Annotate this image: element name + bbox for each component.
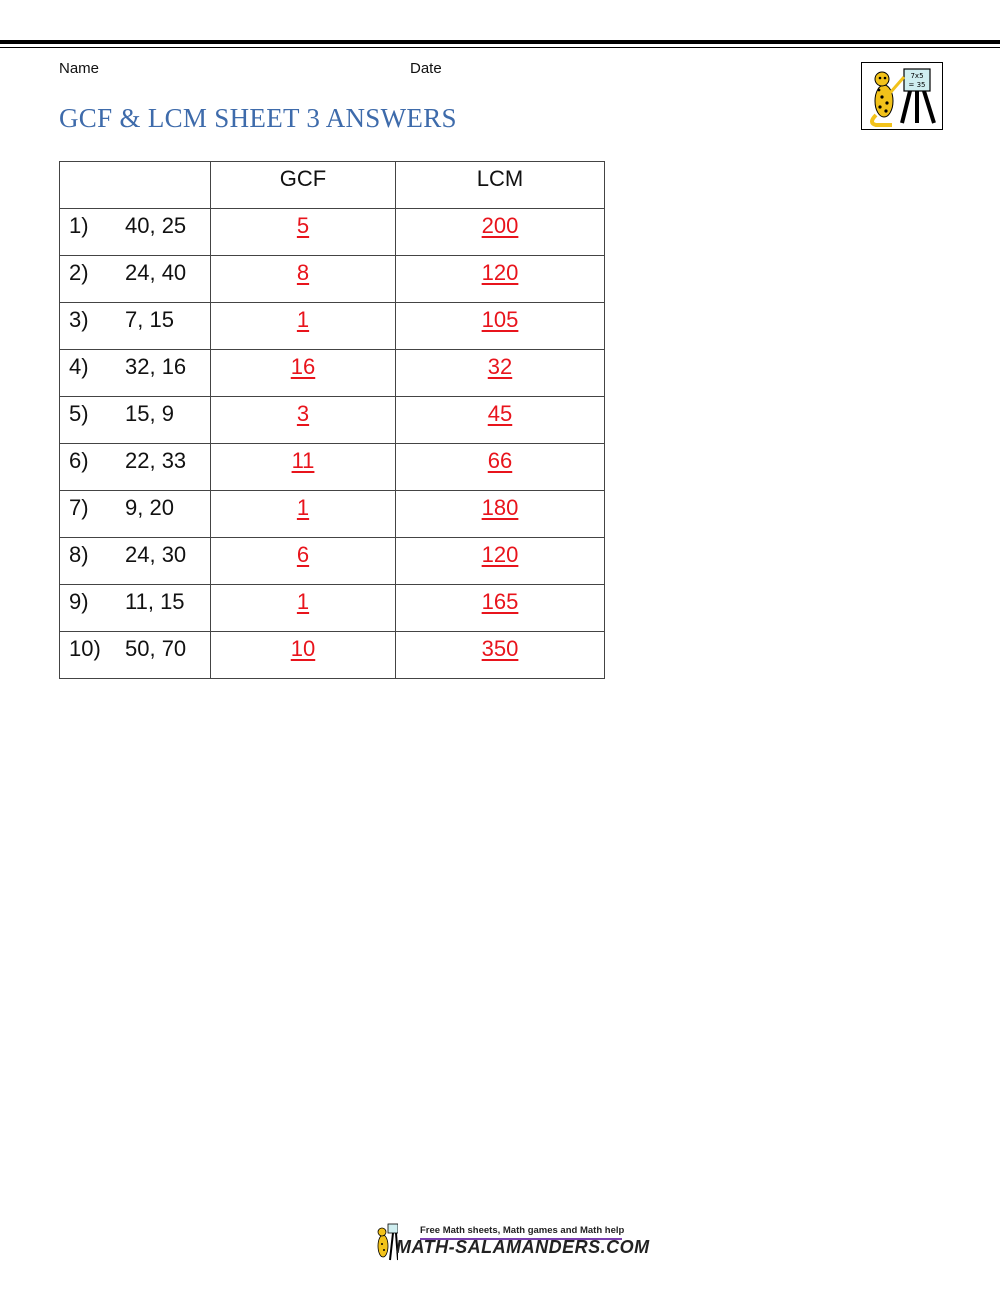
lcm-answer: 165 bbox=[481, 589, 519, 614]
footer-logo bbox=[374, 1222, 650, 1262]
problem-number: 3) bbox=[69, 307, 89, 332]
lcm-answer: 180 bbox=[481, 495, 519, 520]
problem-pair: 15, 9 bbox=[125, 401, 174, 426]
gcf-answer: 3 bbox=[296, 401, 310, 426]
lcm-cell bbox=[396, 397, 605, 444]
problem-cell bbox=[60, 632, 211, 679]
lcm-cell bbox=[396, 491, 605, 538]
table-row bbox=[60, 491, 605, 538]
lcm-answer: 120 bbox=[481, 542, 519, 567]
problem-cell bbox=[60, 397, 211, 444]
problem-cell bbox=[60, 491, 211, 538]
gcf-cell bbox=[211, 397, 396, 444]
problem-pair: 22, 33 bbox=[125, 448, 187, 473]
top-rule-thick bbox=[0, 40, 1000, 44]
problem-pair: 11, 15 bbox=[125, 589, 185, 614]
gcf-cell bbox=[211, 350, 396, 397]
gcf-cell bbox=[211, 303, 396, 350]
logo-board-line-1: 7x5 bbox=[910, 72, 924, 80]
problem-number: 9) bbox=[69, 589, 89, 614]
table-row bbox=[60, 256, 605, 303]
lcm-cell bbox=[396, 350, 605, 397]
page-title: GCF & LCM SHEET 3 ANSWERS bbox=[59, 103, 457, 133]
footer-site-name: MATH-SALAMANDERS.COM bbox=[396, 1237, 650, 1257]
table-row bbox=[60, 303, 605, 350]
answers-table bbox=[59, 161, 605, 679]
problem-pair: 32, 16 bbox=[125, 354, 187, 379]
lcm-answer: 120 bbox=[481, 260, 519, 285]
gcf-cell bbox=[211, 209, 396, 256]
problem-number: 4) bbox=[69, 354, 89, 379]
logo-board-line-2: = 35 bbox=[908, 81, 926, 89]
lcm-cell bbox=[396, 538, 605, 585]
gcf-answer: 5 bbox=[296, 213, 310, 238]
problem-number: 7) bbox=[69, 495, 89, 520]
gcf-cell bbox=[211, 632, 396, 679]
problem-pair: 40, 25 bbox=[125, 213, 187, 238]
salamander-logo bbox=[861, 62, 943, 130]
table-row bbox=[60, 350, 605, 397]
table-row bbox=[60, 585, 605, 632]
problem-cell bbox=[60, 303, 211, 350]
problem-number: 10) bbox=[69, 636, 101, 661]
problem-cell bbox=[60, 256, 211, 303]
gcf-cell bbox=[211, 444, 396, 491]
table-row bbox=[60, 209, 605, 256]
table-header-row bbox=[60, 162, 605, 209]
problem-pair: 50, 70 bbox=[125, 636, 187, 661]
header-lcm: LCM bbox=[396, 162, 605, 209]
gcf-answer: 1 bbox=[296, 307, 310, 332]
header-problem bbox=[60, 162, 211, 209]
lcm-answer: 105 bbox=[481, 307, 519, 332]
lcm-cell bbox=[396, 303, 605, 350]
lcm-cell bbox=[396, 585, 605, 632]
lcm-answer: 32 bbox=[487, 354, 513, 379]
table-row bbox=[60, 632, 605, 679]
table-row bbox=[60, 397, 605, 444]
name-label: Name bbox=[59, 60, 100, 77]
gcf-cell bbox=[211, 256, 396, 303]
table-row bbox=[60, 444, 605, 491]
problem-pair: 7, 15 bbox=[125, 307, 174, 332]
lcm-cell bbox=[396, 444, 605, 491]
gcf-answer: 11 bbox=[291, 448, 315, 473]
problem-cell bbox=[60, 350, 211, 397]
lcm-answer: 45 bbox=[487, 401, 513, 426]
salamander-teacher-icon bbox=[862, 63, 942, 129]
table-row bbox=[60, 538, 605, 585]
footer-salamander-icon bbox=[374, 1222, 398, 1262]
lcm-answer: 200 bbox=[481, 213, 519, 238]
problem-pair: 9, 20 bbox=[125, 495, 174, 520]
gcf-answer: 1 bbox=[296, 495, 310, 520]
problem-number: 8) bbox=[69, 542, 89, 567]
problem-pair: 24, 40 bbox=[125, 260, 187, 285]
gcf-answer: 8 bbox=[296, 260, 310, 285]
problem-number: 5) bbox=[69, 401, 89, 426]
lcm-cell bbox=[396, 256, 605, 303]
header-gcf: GCF bbox=[211, 162, 396, 209]
lcm-answer: 350 bbox=[481, 636, 519, 661]
gcf-answer: 6 bbox=[296, 542, 310, 567]
gcf-answer: 16 bbox=[290, 354, 316, 379]
problem-cell bbox=[60, 585, 211, 632]
problem-cell bbox=[60, 538, 211, 585]
problem-number: 6) bbox=[69, 448, 89, 473]
lcm-answer: 66 bbox=[487, 448, 513, 473]
gcf-answer: 1 bbox=[296, 589, 310, 614]
gcf-cell bbox=[211, 491, 396, 538]
gcf-cell bbox=[211, 585, 396, 632]
top-rule-thin bbox=[0, 47, 1000, 48]
problem-number: 2) bbox=[69, 260, 89, 285]
date-label: Date bbox=[410, 60, 442, 77]
problem-pair: 24, 30 bbox=[125, 542, 187, 567]
lcm-cell bbox=[396, 209, 605, 256]
lcm-cell bbox=[396, 632, 605, 679]
problem-cell bbox=[60, 444, 211, 491]
gcf-cell bbox=[211, 538, 396, 585]
footer-tagline: Free Math sheets, Math games and Math help bbox=[420, 1225, 625, 1236]
problem-number: 1) bbox=[69, 213, 89, 238]
problem-cell bbox=[60, 209, 211, 256]
gcf-answer: 10 bbox=[290, 636, 316, 661]
